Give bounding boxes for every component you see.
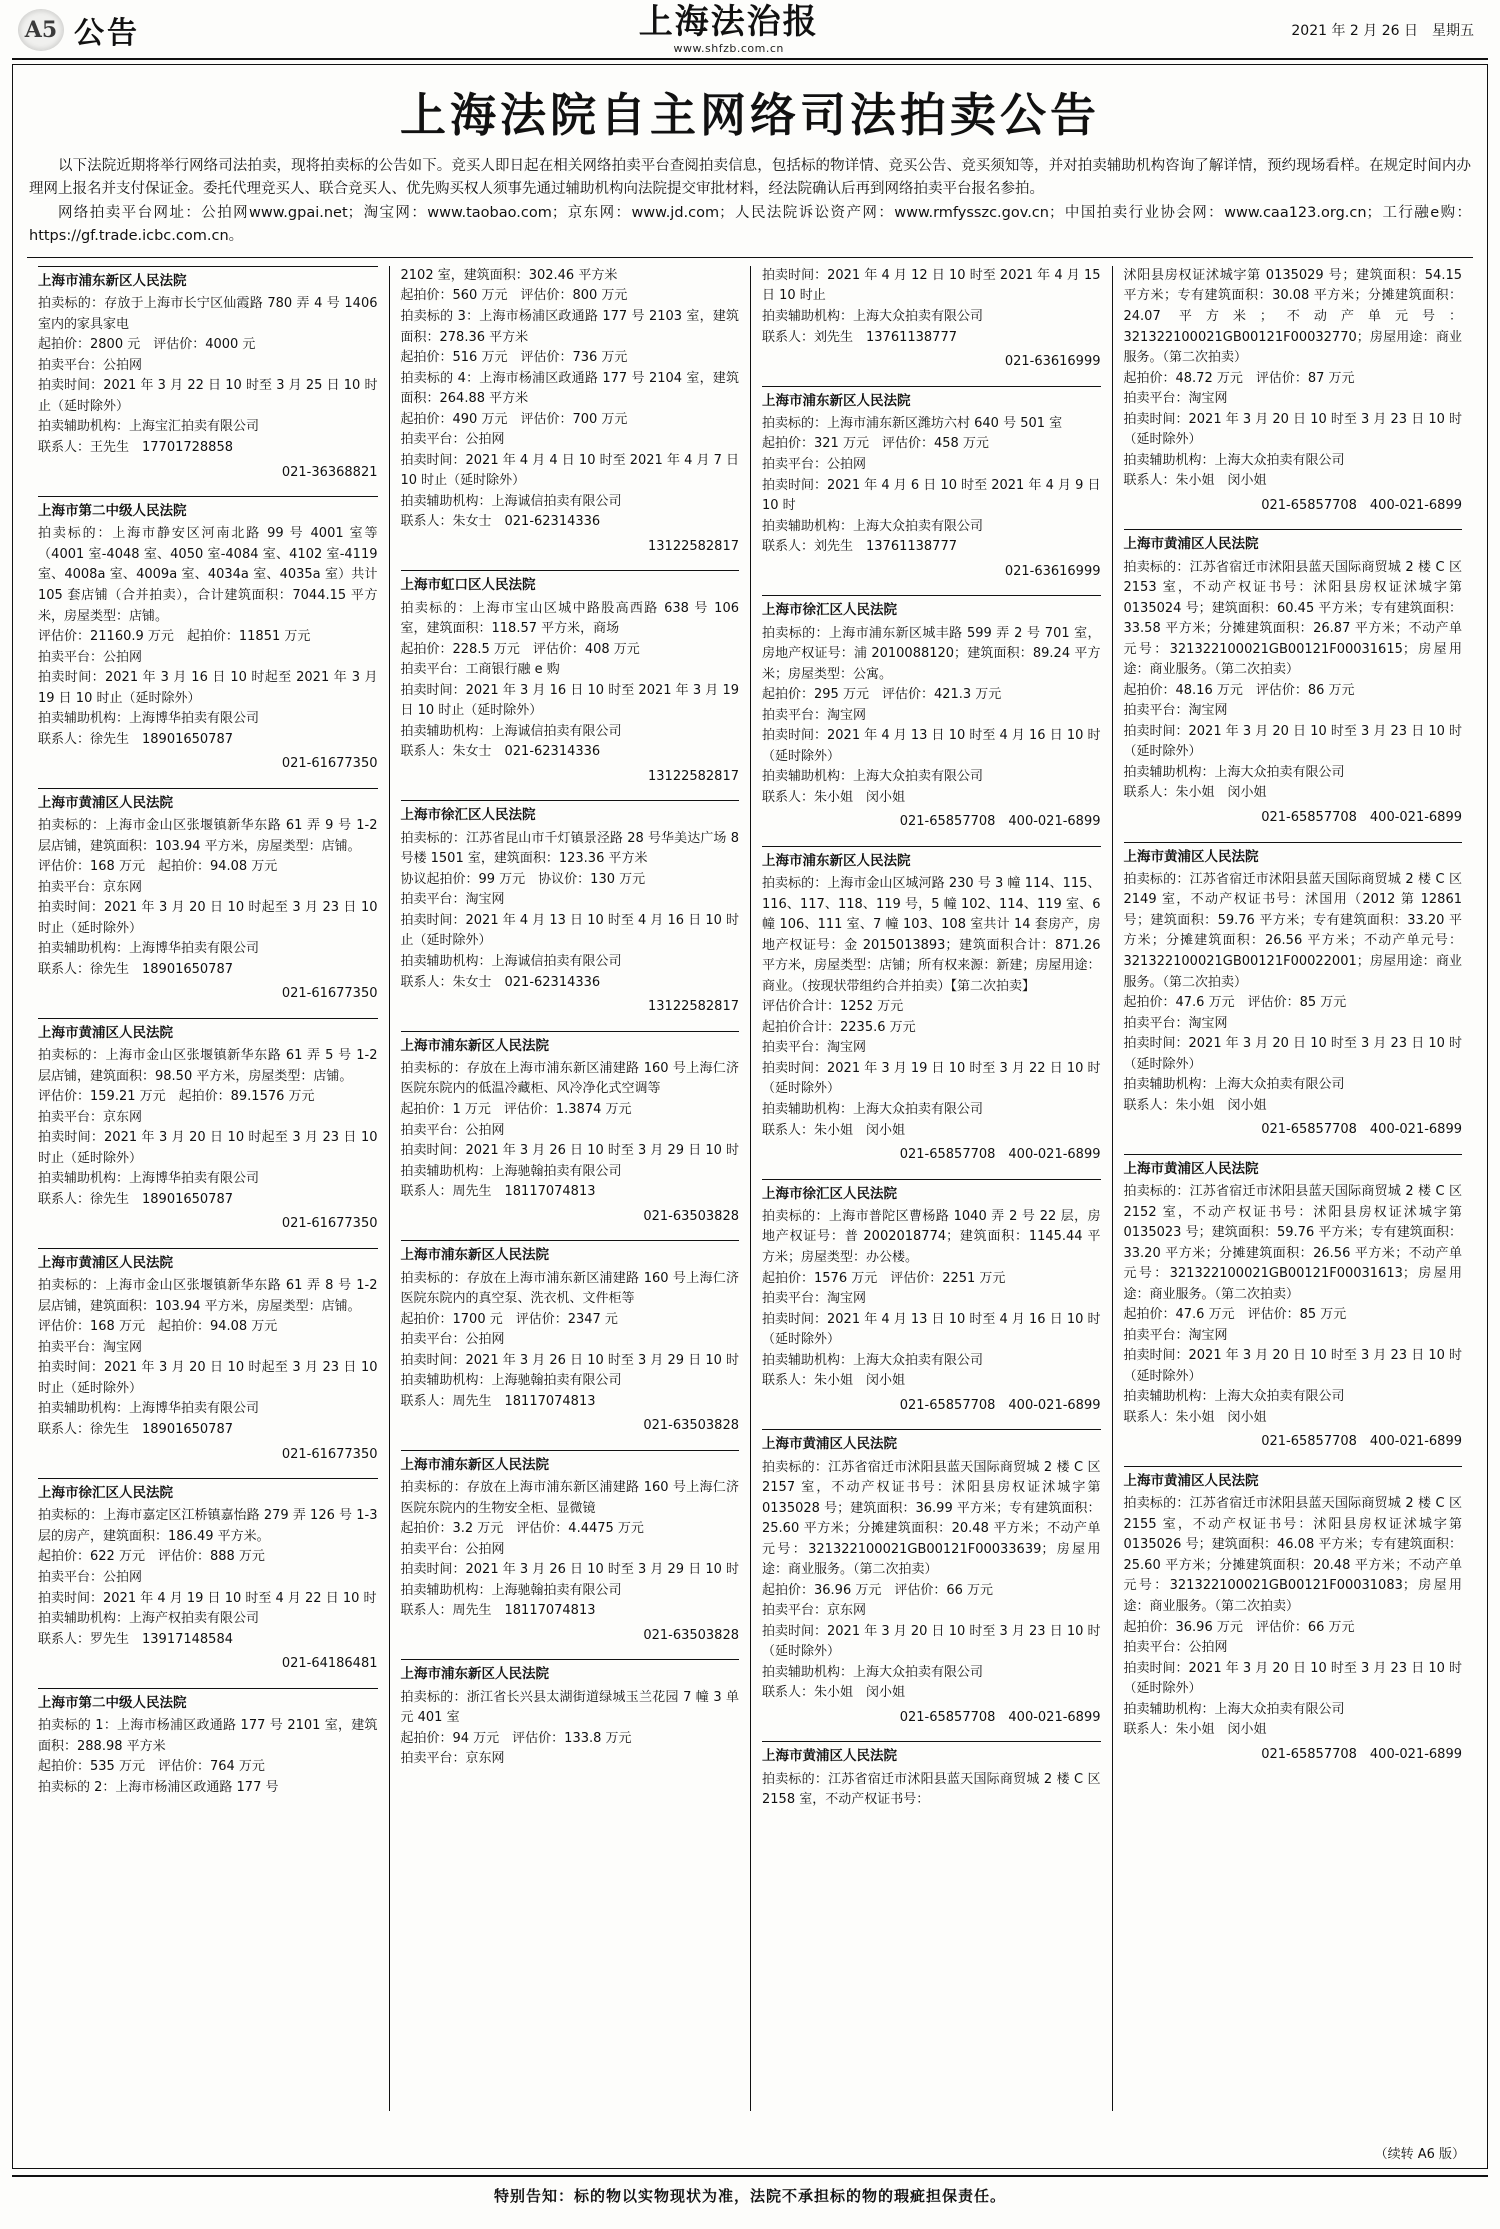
entry-line: 拍卖时间：2021 年 3 月 20 日 10 时至 3 月 23 日 10 时（延时除外） xyxy=(1123,1348,1463,1384)
entry-line: 拍卖标的：上海市静安区河南北路 99 号 4001 室等（4001 室-4048 室、4050 室-4084 室、4102 室-4119 室、4008a 室、4009a 室、4034a 室、4035a 室）共计 105 套店铺（合并拍卖），合计建筑面积：7044.15 平方米，房屋类型：店铺。 xyxy=(38,526,378,624)
entry-line: 联系人：朱小姐 闵小姐 xyxy=(762,789,906,805)
entry-line: 拍卖标的：上海市嘉定区江桥镇嘉怡路 279 弄 126 号 1-3 层的房产，建筑面积：186.49 平方米。 xyxy=(38,1508,378,1544)
contact-phone: 021-61677350 xyxy=(281,756,378,772)
entry-line: 拍卖平台：公拍网 xyxy=(762,456,867,472)
entry-line: 拍卖标的：上海市金山区张堰镇新华东路 61 弄 5 号 1-2 层店铺，建筑面积：98.50 平方米，房屋类型：店铺。 xyxy=(38,1048,378,1084)
contact-phone: 021-63503828 xyxy=(643,1208,739,1224)
entry-line: 拍卖标的：存放在上海市浦东新区浦建路 160 号上海仁济医院东院内的低温冷藏柜、风冷净化式空调等 xyxy=(400,1060,739,1097)
auction-entry xyxy=(38,1248,378,1465)
auction-entry xyxy=(38,496,378,775)
entry-line: 拍卖时间：2021 年 4 月 13 日 10 时至 4 月 16 日 10 时（延时除外） xyxy=(762,1311,1101,1348)
auction-entry xyxy=(762,386,1101,583)
entry-line: 拍卖辅助机构：上海驰翰拍卖有限公司 xyxy=(400,1163,622,1179)
entry-line: 拍卖时间：2021 年 3 月 20 日 10 时至 3 月 23 日 10 时（延时除外） xyxy=(1123,1660,1463,1697)
contact-phone: 021-61677350 xyxy=(281,1216,378,1232)
entry-line: 拍卖平台：公拍网 xyxy=(400,1541,505,1557)
entry-line: 拍卖辅助机构：上海驰翰拍卖有限公司 xyxy=(400,1582,622,1598)
contact-phone: 021-65857708 400-021-6899 xyxy=(1261,810,1462,826)
entry-line: 联系人：徐先生 18901650787 xyxy=(38,1191,233,1207)
entry-line: 拍卖辅助机构：上海博华拍卖有限公司 xyxy=(38,1401,260,1417)
entry-line: 拍卖辅助机构：上海诚信拍卖有限公司 xyxy=(400,493,622,509)
entry-line: 拍卖辅助机构：上海博华拍卖有限公司 xyxy=(38,711,260,727)
auction-entry xyxy=(401,1659,740,1769)
entry-line: 联系人：周先生 18117074813 xyxy=(400,1393,596,1409)
entry-line: 拍卖平台：京东网 xyxy=(38,879,143,895)
entry-line: 拍卖时间：2021 年 3 月 20 日 10 时至 3 月 23 日 10 时（延时除外） xyxy=(1123,723,1463,760)
contact-phone: 021-65857708 400-021-6899 xyxy=(899,1147,1101,1163)
contact-phone: 021-65857708 400-021-6899 xyxy=(899,814,1101,830)
section-title: 公告 xyxy=(74,16,140,51)
entry-line: 拍卖辅助机构：上海大众拍卖有限公司 xyxy=(1123,764,1345,780)
auction-entry xyxy=(762,266,1101,373)
entry-line: 起拍价：36.96 万元 评估价：66 万元 xyxy=(762,1582,994,1598)
contact-phone: 021-64186481 xyxy=(281,1656,378,1672)
column-1 xyxy=(27,266,389,2111)
court-name: 上海市浦东新区人民法院 xyxy=(762,386,1101,412)
entry-line: 拍卖时间：2021 年 3 月 20 日 10 时至 3 月 23 日 10 时（延时除外） xyxy=(1123,1036,1463,1072)
auction-entry xyxy=(401,1450,740,1647)
entry-line: 评估价：168 万元 起拍价：94.08 万元 xyxy=(38,859,278,875)
entry-line: 联系人：刘先生 13761138777 xyxy=(762,539,957,555)
entry-line: 拍卖辅助机构：上海大众拍卖有限公司 xyxy=(762,518,984,534)
entry-line: 拍卖时间：2021 年 3 月 20 日 10 时起至 3 月 23 日 10 时止（延时除外） xyxy=(38,1130,378,1166)
entry-line: 拍卖时间：2021 年 3 月 16 日 10 时至 2021 年 3 月 19 日 10 时止（延时除外） xyxy=(400,682,739,719)
court-name: 上海市徐汇区人民法院 xyxy=(762,1179,1101,1205)
entry-line: 起拍价：47.6 万元 评估价：85 万元 xyxy=(1123,1307,1347,1323)
auction-entry xyxy=(38,1688,378,1798)
entry-line: 拍卖辅助机构：上海大众拍卖有限公司 xyxy=(762,769,984,785)
contact-phone: 13122582817 xyxy=(648,768,739,784)
entry-line: 起拍价：94 万元 评估价：133.8 万元 xyxy=(400,1730,632,1746)
court-name: 上海市徐汇区人民法院 xyxy=(38,1478,378,1504)
entry-line: 联系人：朱小姐 闵小姐 xyxy=(762,1373,906,1389)
entry-line: 拍卖时间：2021 年 4 月 13 日 10 时至 4 月 16 日 10 时（延时除外） xyxy=(762,728,1101,764)
entry-line: 联系人：朱小姐 闵小姐 xyxy=(1123,1097,1267,1113)
entry-line: 拍卖平台：公拍网 xyxy=(1123,1640,1228,1656)
auction-entry xyxy=(38,1018,378,1235)
auction-entry xyxy=(1124,529,1463,828)
contact-phone: 021-65857708 400-021-6899 xyxy=(1261,1122,1462,1138)
auction-entry xyxy=(762,1741,1101,1810)
auction-entry xyxy=(401,1240,740,1437)
entry-line: 拍卖辅助机构：上海驰翰拍卖有限公司 xyxy=(400,1373,622,1389)
court-name: 上海市徐汇区人民法院 xyxy=(401,800,740,826)
contact-phone: 021-65857708 400-021-6899 xyxy=(1261,1434,1462,1450)
auction-entry xyxy=(38,1478,378,1675)
entry-line: 拍卖标的：存放在上海市浦东新区浦建路 160 号上海仁济医院东院内的生物安全柜、显微镜 xyxy=(400,1480,739,1516)
entry-line: 拍卖辅助机构：上海博华拍卖有限公司 xyxy=(38,1171,260,1187)
entry-line: 拍卖平台：工商银行融 e 购 xyxy=(400,662,560,678)
entry-line: 拍卖时间：2021 年 3 月 26 日 10 时至 3 月 29 日 10 时 xyxy=(400,1352,740,1368)
intro-separator xyxy=(27,257,1473,258)
entry-line: 联系人：朱女士 021-62314336 xyxy=(400,514,601,530)
entry-line: 拍卖时间：2021 年 4 月 19 日 10 时至 4 月 22 日 10 时 xyxy=(38,1590,377,1606)
entry-line: 起拍价：3.2 万元 评估价：4.4475 万元 xyxy=(400,1521,644,1537)
entry-line: 起拍价：295 万元 评估价：421.3 万元 xyxy=(762,687,1002,703)
contact-phone: 021-65857708 400-021-6899 xyxy=(1261,497,1462,513)
entry-line: 拍卖标的：江苏省宿迁市沭阳县蓝天国际商贸城 2 楼 C 区 2153 室，不动产权证书号：沭阳县房权证沭城字第 0135024 号；建筑面积：60.45 平方米；专有建筑面积：33.58 平方米；分摊建筑面积：26.87 平方米；不动产单元号：321322100021GB00121F00031615；房屋用途：商业服务。（第二次拍卖） xyxy=(1123,559,1462,678)
entry-line: 拍卖标的：上海市金山区张堰镇新华东路 61 弄 8 号 1-2 层店铺，建筑面积：103.94 平方米，房屋类型：店铺。 xyxy=(38,1278,378,1314)
entry-line: 起拍价：1700 元 评估价：2347 元 xyxy=(400,1311,618,1327)
contact-phone: 13122582817 xyxy=(648,999,739,1015)
entry-line: 联系人：朱小姐 闵小姐 xyxy=(762,1122,906,1138)
entry-line: 拍卖时间：2021 年 3 月 20 日 10 时至 3 月 23 日 10 时（延时除外） xyxy=(762,1623,1101,1660)
entry-line: 评估价合计：1252 万元 xyxy=(762,999,904,1015)
court-name: 上海市虹口区人民法院 xyxy=(401,570,740,596)
contact-phone: 13122582817 xyxy=(648,538,739,554)
contact-phone: 021-63616999 xyxy=(1004,354,1101,370)
entry-line: 拍卖平台：淘宝网 xyxy=(762,707,867,723)
entry-line: 联系人：徐先生 18901650787 xyxy=(38,961,233,977)
entry-line: 拍卖时间：2021 年 4 月 13 日 10 时至 4 月 16 日 10 时止（延时除外） xyxy=(400,912,740,949)
entry-line: 拍卖辅助机构：上海大众拍卖有限公司 xyxy=(1123,452,1345,468)
court-name: 上海市第二中级人民法院 xyxy=(38,496,378,522)
entry-line: 拍卖标的：上海市金山区城河路 230 号 3 幢 114、115、116、117、118、119 号，5 幢 102、114、119 室、6 幢 106、111 室、7 幢 103、108 室共计 14 套房产，房地产权证号：金 2015013893；建筑面积合计：871.26 平方米，房屋类型：店铺；所有权来源：新建；房屋用途：商业。（按现状带组约合并拍卖）【第二次拍卖】 xyxy=(762,876,1101,994)
entry-line: 评估价：21160.9 万元 起拍价：11851 万元 xyxy=(38,629,311,645)
entry-line: 拍卖标的：浙江省长兴县太湖街道绿城玉兰花园 7 幢 3 单元 401 室 xyxy=(400,1689,739,1726)
page-badge xyxy=(18,9,64,51)
entry-line: 起拍价：490 万元 评估价：700 万元 xyxy=(400,411,628,427)
entry-line: 联系人：朱小姐 闵小姐 xyxy=(1123,473,1267,489)
court-name: 上海市黄浦区人民法院 xyxy=(1124,1154,1463,1180)
entry-line: 拍卖辅助机构：上海大众拍卖有限公司 xyxy=(1123,1077,1345,1093)
entry-line: 拍卖标的：上海市普陀区曹杨路 1040 弄 2 号 22 层，房地产权证号：普 2002018774；建筑面积：1145.44 平方米；房屋类型：办公楼。 xyxy=(762,1208,1101,1265)
auction-entry xyxy=(38,788,378,1005)
court-name: 上海市黄浦区人民法院 xyxy=(1124,842,1463,868)
auction-entry xyxy=(762,595,1101,833)
entry-line: 起拍价：1576 万元 评估价：2251 万元 xyxy=(762,1270,1006,1286)
entry-line: 拍卖时间：2021 年 3 月 26 日 10 时至 3 月 29 日 10 时 xyxy=(400,1562,740,1578)
contact-phone: 021-65857708 400-021-6899 xyxy=(899,1397,1101,1413)
page-badge-text: A5 xyxy=(24,17,58,43)
entry-line: 拍卖辅助机构：上海大众拍卖有限公司 xyxy=(762,1664,984,1680)
entry-line: 拍卖标的：上海市金山区张堰镇新华东路 61 弄 9 号 1-2 层店铺，建筑面积：103.94 平方米，房屋类型：店铺。 xyxy=(38,818,378,854)
auction-entry xyxy=(401,266,740,557)
court-name: 上海市浦东新区人民法院 xyxy=(401,1659,740,1685)
entry-line: 起拍价：535 万元 评估价：764 万元 xyxy=(38,1759,265,1775)
entry-line: 拍卖时间：2021 年 3 月 20 日 10 时起至 3 月 23 日 10 时止（延时除外） xyxy=(38,1360,378,1396)
entry-line: 拍卖平台：淘宝网 xyxy=(38,1339,143,1355)
court-name: 上海市黄浦区人民法院 xyxy=(762,1741,1101,1767)
entry-line: 拍卖标的：存放于上海市长宁区仙霞路 780 弄 4 号 1406 室内的家具家电 xyxy=(38,296,378,332)
entry-line: 起拍价：321 万元 评估价：458 万元 xyxy=(762,436,989,452)
column-4 xyxy=(1112,266,1474,2111)
paper-url: www.shfzb.com.cn xyxy=(673,42,784,55)
entry-line: 拍卖时间：2021 年 4 月 6 日 10 时至 2021 年 4 月 9 日 10 时 xyxy=(762,477,1101,514)
contact-phone: 021-65857708 400-021-6899 xyxy=(899,1709,1101,1725)
entry-line: 起拍价：1 万元 评估价：1.3874 万元 xyxy=(400,1101,632,1117)
auction-entry xyxy=(1124,266,1463,516)
entry-line: 拍卖平台：淘宝网 xyxy=(1123,391,1228,407)
entry-line: 起拍价：560 万元 评估价：800 万元 xyxy=(400,288,628,304)
entry-line: 拍卖辅助机构：上海大众拍卖有限公司 xyxy=(1123,1701,1345,1717)
entry-line: 拍卖辅助机构：上海博华拍卖有限公司 xyxy=(38,941,260,957)
entry-line: 联系人：刘先生 13761138777 xyxy=(762,329,957,345)
court-name: 上海市黄浦区人民法院 xyxy=(38,1248,378,1274)
column-2 xyxy=(389,266,751,2111)
auction-entry xyxy=(1124,1466,1463,1765)
entry-line: 联系人：王先生 17701728858 xyxy=(38,439,233,455)
contact-phone: 021-65857708 400-021-6899 xyxy=(1261,1746,1462,1762)
court-name: 上海市浦东新区人民法院 xyxy=(401,1240,740,1266)
entry-line: 评估价：168 万元 起拍价：94.08 万元 xyxy=(38,1319,278,1335)
court-name: 上海市浦东新区人民法院 xyxy=(401,1450,740,1476)
entry-line: 联系人：朱小姐 闵小姐 xyxy=(1123,785,1267,801)
entry-line: 联系人：周先生 18117074813 xyxy=(400,1184,596,1200)
entry-line: 起拍价：48.16 万元 评估价：86 万元 xyxy=(1123,682,1355,698)
court-name: 上海市黄浦区人民法院 xyxy=(38,1018,378,1044)
auction-entry xyxy=(401,800,740,1017)
entry-line: 拍卖标的 2：上海市杨浦区政通路 177 号 xyxy=(38,1779,279,1795)
auction-entry xyxy=(401,1031,740,1228)
court-name: 上海市黄浦区人民法院 xyxy=(1124,1466,1463,1492)
footer-notice: 特别告知：标的物以实物现状为准，法院不承担标的物的瑕疵担保责任。 xyxy=(493,2187,1006,2205)
entry-line: 拍卖辅助机构：上海大众拍卖有限公司 xyxy=(762,1352,984,1368)
entry-line: 联系人：朱女士 021-62314336 xyxy=(400,744,601,760)
entry-line: 起拍价：47.6 万元 评估价：85 万元 xyxy=(1123,995,1347,1011)
entry-line: 拍卖平台：公拍网 xyxy=(38,649,143,665)
entry-line: 拍卖时间：2021 年 4 月 12 日 10 时至 2021 年 4 月 15 日 10 时止 xyxy=(762,267,1101,304)
column-3 xyxy=(750,266,1112,2111)
entry-line: 拍卖平台：京东网 xyxy=(762,1603,867,1619)
entry-line: 联系人：朱小姐 闵小姐 xyxy=(762,1685,906,1701)
auction-entry xyxy=(762,846,1101,1166)
entry-line: 拍卖辅助机构：上海诚信拍卖有限公司 xyxy=(400,954,622,969)
entry-line: 拍卖时间：2021 年 3 月 19 日 10 时至 3 月 22 日 10 时（延时除外） xyxy=(762,1060,1101,1097)
entry-line: 拍卖标的：江苏省昆山市千灯镇景泾路 28 号华美达广场 8 号楼 1501 室，建筑面积：123.36 平方米 xyxy=(400,830,739,867)
publication-date: 2021 年 2 月 26 日 星期五 xyxy=(1291,23,1474,39)
entry-line: 联系人：朱小姐 闵小姐 xyxy=(1123,1409,1267,1425)
page-title: 上海法院自主网络司法拍卖公告 xyxy=(400,88,1100,142)
entry-line: 拍卖平台：淘宝网 xyxy=(762,1040,867,1056)
contact-phone: 021-63616999 xyxy=(1004,563,1101,579)
court-name: 上海市黄浦区人民法院 xyxy=(38,788,378,814)
entry-line: 拍卖平台：公拍网 xyxy=(38,1570,143,1585)
entry-line: 拍卖时间：2021 年 3 月 26 日 10 时至 3 月 29 日 10 时 xyxy=(400,1143,740,1159)
contact-phone: 021-63503828 xyxy=(643,1418,739,1434)
entry-line: 拍卖辅助机构：上海诚信拍卖有限公司 xyxy=(400,723,622,739)
entry-line: 起拍价：622 万元 评估价：888 万元 xyxy=(38,1549,265,1565)
entry-line: 联系人：徐先生 18901650787 xyxy=(38,731,233,747)
entry-line: 拍卖平台：淘宝网 xyxy=(1123,1327,1228,1343)
entry-line: 拍卖时间：2021 年 4 月 4 日 10 时至 2021 年 4 月 7 日 10 时止（延时除外） xyxy=(400,452,740,489)
entry-line: 沭阳县房权证沭城字第 0135029 号；建筑面积：54.15 平方米；专有建筑面积：30.08 平方米；分摊建筑面积：24.07 平方米；不动产单元号：321322100021GB00121F00032770；房屋用途：商业服务。（第二次拍卖） xyxy=(1123,267,1462,366)
intro-text-1: 以下法院近期将举行网络司法拍卖，现将拍卖标的公告如下。竞买人即日起在相关网络拍卖平台查阅拍卖信息，包括标的物详情、竞买公告、竞买须知等，并对拍卖辅助机构咨询了解详情，预约现场看样。在规定时间内办理网上报名并支付保证金。委托代理竞买人、联合竞买人、优先购买权人须事先通过辅助机构向法院提交审批材料，经法院确认后再到网络拍卖平台报名参拍。 xyxy=(29,158,1471,198)
intro-paragraph xyxy=(29,155,1471,249)
entry-line: 拍卖标的：江苏省宿迁市沭阳县蓝天国际商贸城 2 楼 C 区 2152 室，不动产权证书号：沭阳县房权证沭城字第 0135023 号；建筑面积：59.76 平方米；专有建筑面积：33.20 平方米；分摊建筑面积：26.56 平方米；不动产单元号：321322100021GB00121F00031613；房屋用途：商业服务。（第二次拍卖） xyxy=(1123,1184,1462,1302)
entry-line: 起拍价合计：2235.6 万元 xyxy=(762,1019,916,1035)
entry-line: 拍卖辅助机构：上海大众拍卖有限公司 xyxy=(1123,1389,1345,1405)
entry-line: 拍卖标的 3：上海市杨浦区政通路 177 号 2103 室，建筑面积：278.36 平方米 xyxy=(400,309,739,345)
content-frame xyxy=(12,64,1488,2169)
entry-line: 拍卖平台：淘宝网 xyxy=(1123,1015,1228,1031)
entry-line: 拍卖时间：2021 年 3 月 20 日 10 时至 3 月 23 日 10 时（延时除外） xyxy=(1123,411,1463,448)
entry-line: 拍卖标的：上海市浦东新区潍坊六村 640 号 501 室 xyxy=(762,415,1063,431)
entry-line: 拍卖平台：公拍网 xyxy=(38,357,143,373)
entry-line: 拍卖时间：2021 年 3 月 22 日 10 时至 3 月 25 日 10 时止（延时除外） xyxy=(38,378,378,414)
entry-line: 起拍价：2800 元 评估价：4000 元 xyxy=(38,337,256,353)
entry-line: 拍卖平台：京东网 xyxy=(400,1751,505,1767)
entry-line: 拍卖平台：淘宝网 xyxy=(762,1291,867,1307)
entry-line: 联系人：徐先生 18901650787 xyxy=(38,1422,233,1438)
auction-entry xyxy=(1124,1154,1463,1453)
auction-entry xyxy=(762,1429,1101,1728)
continued-note: （续转 A6 版） xyxy=(1374,2147,1465,2162)
entry-line: 拍卖平台：公拍网 xyxy=(400,1332,505,1348)
auction-entry xyxy=(38,266,378,483)
entry-line: 拍卖标的：江苏省宿迁市沭阳县蓝天国际商贸城 2 楼 C 区 2157 室，不动产权证书号：沭阳县房权证沭城字第 0135028 号；建筑面积：36.99 平方米；专有建筑面积：25.60 平方米；分摊建筑面积：20.48 平方米；不动产单元号：321322100021GB00121F00033639；房屋用途：商业服务。（第二次拍卖） xyxy=(762,1459,1101,1578)
entry-line: 拍卖平台：淘宝网 xyxy=(400,892,505,908)
entry-line: 起拍价：228.5 万元 评估价：408 万元 xyxy=(400,641,640,657)
entry-line: 拍卖平台：公拍网 xyxy=(400,1122,505,1138)
auction-entry xyxy=(401,570,740,787)
entry-line: 协议起拍价：99 万元 协议价：130 万元 xyxy=(400,871,646,887)
entry-line: 联系人：罗先生 13917148584 xyxy=(38,1631,233,1647)
entry-line: 拍卖标的：江苏省宿迁市沭阳县蓝天国际商贸城 2 楼 C 区 2155 室，不动产权证书号：沭阳县房权证沭城字第 0135026 号；建筑面积：46.08 平方米；专有建筑面积：25.60 平方米；分摊建筑面积：20.48 平方米；不动产单元号：321322100021GB00121F00031083；房屋用途：商业服务。（第二次拍卖） xyxy=(1123,1496,1462,1614)
entry-line: 拍卖标的：存放在上海市浦东新区浦建路 160 号上海仁济医院东院内的真空泵、洗衣机、文件柜等 xyxy=(400,1270,739,1307)
entry-line: 拍卖辅助机构：上海宝汇拍卖有限公司 xyxy=(38,419,260,435)
court-name: 上海市黄浦区人民法院 xyxy=(1124,529,1463,555)
contact-phone: 021-63503828 xyxy=(643,1627,739,1643)
masthead-rule xyxy=(12,58,1488,60)
court-name: 上海市浦东新区人民法院 xyxy=(38,266,378,292)
entry-line: 拍卖时间：2021 年 3 月 16 日 10 时起至 2021 年 3 月 19 日 10 时止（延时除外） xyxy=(38,670,378,706)
intro-text-2: 网络拍卖平台网址：公拍网www.gpai.net；淘宝网：www.taobao.com；京东网：www.jd.com；人民法院诉讼资产网：www.rmfysszc.gov.cn；中国拍卖行业协会网：www.caa123.org.cn；工行融e购：https://gf.trade.icbc.com.cn。 xyxy=(29,204,1471,245)
masthead-center xyxy=(166,2,1291,55)
contact-phone: 021-61677350 xyxy=(281,986,378,1002)
contact-phone: 021-61677350 xyxy=(281,1446,378,1462)
entry-line: 起拍价：36.96 万元 评估价：66 万元 xyxy=(1123,1619,1355,1635)
entry-line: 起拍价：48.72 万元 评估价：87 万元 xyxy=(1123,370,1355,386)
entry-line: 拍卖平台：公拍网 xyxy=(400,432,505,448)
entry-line: 2102 室，建筑面积：302.46 平方米 xyxy=(400,267,618,283)
court-name: 上海市第二中级人民法院 xyxy=(38,1688,378,1714)
entry-line: 拍卖标的 1：上海市杨浦区政通路 177 号 2101 室，建筑面积：288.98 平方米 xyxy=(38,1717,378,1754)
entry-line: 联系人：朱女士 021-62314336 xyxy=(400,974,601,990)
announcement-columns xyxy=(27,266,1473,2111)
contact-phone: 021-36368821 xyxy=(281,464,378,480)
entry-line: 拍卖标的：江苏省宿迁市沭阳县蓝天国际商贸城 2 楼 C 区 2149 室，不动产权证书号：沭国用（2012 第 12861 号；建筑面积：59.76 平方米；专有建筑面积：33.20 平方米；分摊建筑面积：26.56 平方米；不动产单元号：321322100021GB00121F00022001；房屋用途：商业服务。（第二次拍卖） xyxy=(1123,871,1462,990)
entry-line: 拍卖辅助机构：上海大众拍卖有限公司 xyxy=(762,309,984,324)
auction-entry xyxy=(762,1179,1101,1417)
court-name: 上海市徐汇区人民法院 xyxy=(762,595,1101,621)
entry-line: 拍卖时间：2021 年 3 月 20 日 10 时起至 3 月 23 日 10 时止（延时除外） xyxy=(38,900,378,936)
court-name: 上海市黄浦区人民法院 xyxy=(762,1429,1101,1455)
entry-line: 拍卖标的：上海市浦东新区城丰路 599 弄 2 号 701 室，房地产权证号：浦 2010088120；建筑面积：89.24 平方米；房屋类型：公寓。 xyxy=(762,625,1101,682)
entry-line: 拍卖辅助机构：上海产权拍卖有限公司 xyxy=(38,1611,260,1627)
entry-line: 联系人：朱小姐 闵小姐 xyxy=(1123,1722,1267,1738)
entry-line: 联系人：周先生 18117074813 xyxy=(400,1603,596,1619)
entry-line: 拍卖辅助机构：上海大众拍卖有限公司 xyxy=(762,1101,984,1117)
entry-line: 起拍价：516 万元 评估价：736 万元 xyxy=(400,350,628,366)
court-name: 上海市浦东新区人民法院 xyxy=(762,846,1101,872)
entry-line: 拍卖平台：淘宝网 xyxy=(1123,703,1228,719)
court-name: 上海市浦东新区人民法院 xyxy=(401,1031,740,1057)
auction-entry xyxy=(1124,842,1463,1141)
entry-line: 拍卖标的：上海市宝山区城中路股高西路 638 号 106 室，建筑面积：118.57 平方米，商场 xyxy=(400,600,739,637)
entry-line: 拍卖标的 4：上海市杨浦区政通路 177 号 2104 室，建筑面积：264.88 平方米 xyxy=(400,370,739,407)
entry-line: 拍卖标的：江苏省宿迁市沭阳县蓝天国际商贸城 2 楼 C 区 2158 室，不动产权证书号： xyxy=(762,1771,1101,1808)
masthead xyxy=(12,0,1488,56)
paper-name: 上海法治报 xyxy=(638,2,819,42)
entry-line: 拍卖平台：京东网 xyxy=(38,1109,143,1125)
entry-line: 评估价：159.21 万元 起拍价：89.1576 万元 xyxy=(38,1089,315,1105)
